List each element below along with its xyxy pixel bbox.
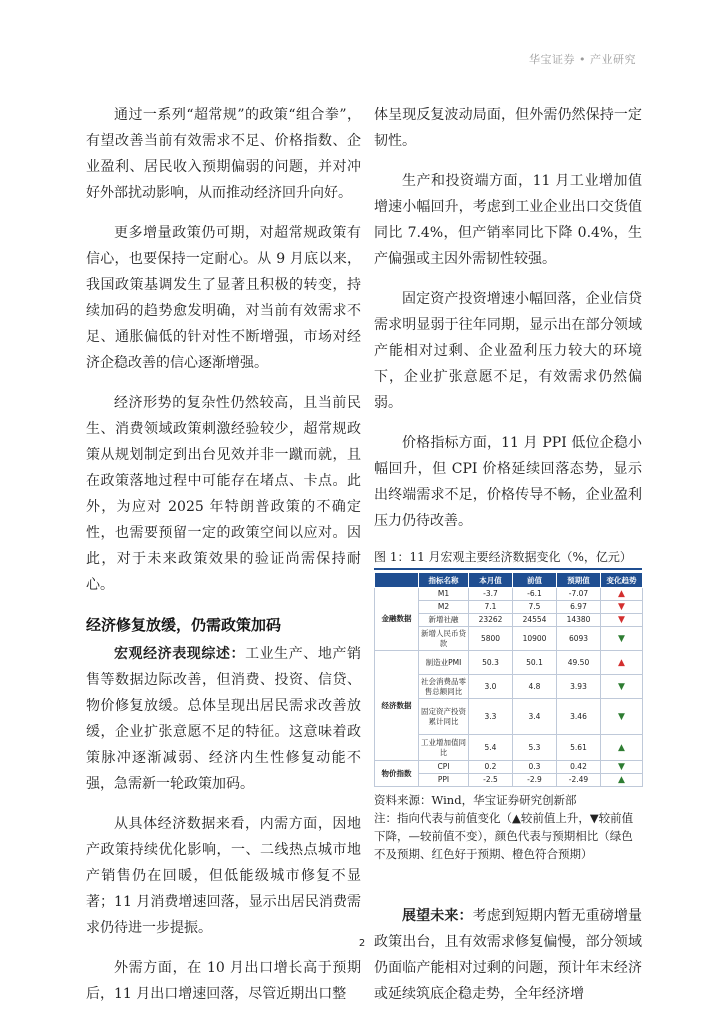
- table-header-cell: 指标名称: [419, 573, 469, 588]
- table-header-row: [375, 573, 643, 588]
- expected-value: 3.93: [557, 675, 601, 699]
- paragraph: 经济形势的复杂性仍然较高，且当前民生、消费领域政策刺激经验较少，超常规政策从规划制定到出台见效并非一蹴而就，且在政策落地过程中可能存在堵点、卡点。此外，为应对 2025 年特朗普政策的不确定性，也需要预留一定的政策空间以应对。因此，对于未来政策效果的验证尚需保持耐心。: [86, 395, 361, 593]
- current-value: 7.1: [469, 601, 513, 614]
- paragraph: [374, 903, 642, 1007]
- paragraph: 体呈现反复波动局面，但外需仍然保持一定韧性。: [374, 107, 642, 149]
- trend-arrow-icon: ▼: [601, 675, 643, 699]
- group-label: 金融数据: [375, 588, 419, 651]
- table-header-cell: 前值: [513, 573, 557, 588]
- paragraph: 外需方面，在 10 月出口增长高于预期后，11 月出口增速回落，尽管近期出口整: [86, 960, 361, 1002]
- trend-arrow-icon: ▲: [601, 588, 643, 601]
- table-header-cell: 预期值: [557, 573, 601, 588]
- paragraph: 价格指标方面，11 月 PPI 低位企稳小幅回升，但 CPI 价格延续回落态势，显示出终端需求不足，价格传导不畅，企业盈利压力仍待改善。: [374, 435, 642, 529]
- indicator-name: 制造业PMI: [419, 651, 469, 675]
- table-row: [375, 588, 643, 601]
- table-header-cell: [375, 573, 419, 588]
- indicator-name: 固定资产投资累计同比: [419, 699, 469, 735]
- current-value: 0.2: [469, 761, 513, 774]
- previous-value: 7.5: [513, 601, 557, 614]
- indicator-name: M1: [419, 588, 469, 601]
- paragraph: [86, 641, 361, 797]
- previous-value: 4.8: [513, 675, 557, 699]
- figure-note: 注：指向代表与前值变化（▲较前值上升，▼较前值下降，—较前值不变），颜色代表与预期相比（绿色不及预期、红色好于预期、橙色符合预期）: [374, 811, 634, 861]
- indicator-name: CPI: [419, 761, 469, 774]
- previous-value: 10900: [513, 627, 557, 651]
- page-number: 2: [358, 938, 366, 949]
- paragraph-lead: 展望未来：: [402, 908, 473, 924]
- right-column: [374, 102, 642, 1021]
- previous-value: 5.3: [513, 735, 557, 761]
- table-row: [375, 651, 643, 675]
- paragraph: 生产和投资端方面，11 月工业增加值增速小幅回升，考虑到工业企业出口交货值同比 7.4%，但产销率同比下降 0.4%，生产偏强或主因外需韧性较强。: [374, 173, 642, 267]
- expected-value: 14380: [557, 614, 601, 627]
- previous-value: -6.1: [513, 588, 557, 601]
- left-column: [86, 102, 361, 1021]
- indicator-name: 新增人民币贷款: [419, 627, 469, 651]
- trend-arrow-icon: ▼: [601, 627, 643, 651]
- figure-caption: 图 1：11 月宏观主要经济数据变化（%，亿元）: [374, 548, 642, 570]
- current-value: 23262: [469, 614, 513, 627]
- indicator-name: 社会消费品零售总额同比: [419, 675, 469, 699]
- paragraph: 固定资产投资增速小幅回落，企业信贷需求明显弱于往年同期，显示出在部分领域产能相对过剩、企业盈利压力较大的环境下，企业扩张意愿不足，有效需求仍然偏弱。: [374, 291, 642, 411]
- previous-value: 0.3: [513, 761, 557, 774]
- report-header: 华宝证券 • 产业研究: [529, 53, 636, 66]
- indicator-name: PPI: [419, 774, 469, 787]
- expected-value: -7.07: [557, 588, 601, 601]
- expected-value: 3.46: [557, 699, 601, 735]
- previous-value: 3.4: [513, 699, 557, 735]
- group-label: 物价指数: [375, 761, 419, 787]
- trend-arrow-icon: ▼: [601, 614, 643, 627]
- indicator-name: 新增社融: [419, 614, 469, 627]
- trend-arrow-icon: ▼: [601, 699, 643, 735]
- previous-value: -2.9: [513, 774, 557, 787]
- trend-arrow-icon: ▲: [601, 735, 643, 761]
- current-value: 50.3: [469, 651, 513, 675]
- macro-data-table: [374, 572, 643, 787]
- paragraph: 从具体经济数据来看，内需方面，因地产政策持续优化影响，一、二线热点城市地产销售仍在回暖，但低能级城市修复不显著；11 月消费增速回落，显示出居民消费需求仍待进一步提振。: [86, 816, 361, 936]
- expected-value: -2.49: [557, 774, 601, 787]
- trend-arrow-icon: ▲: [601, 774, 643, 787]
- trend-arrow-icon: ▼: [601, 601, 643, 614]
- paragraph: 更多增量政策仍可期，对超常规政策有信心，也要保持一定耐心。从 9 月底以来，我国政策基调发生了显著且积极的转变，持续加码的趋势愈发明确，对当前有效需求不足、通胀偏低的针对性不断增强，市场对经济企稳改善的信心逐渐增强。: [86, 225, 361, 371]
- paragraph: 通过一系列“超常规”的政策“组合拳”，有望改善当前有效需求不足、价格指数、企业盈利、居民收入预期偏弱的问题，并对冲好外部扰动影响，从而推动经济回升向好。: [86, 107, 361, 201]
- current-value: -3.7: [469, 588, 513, 601]
- expected-value: 6093: [557, 627, 601, 651]
- current-value: -2.5: [469, 774, 513, 787]
- expected-value: 49.50: [557, 651, 601, 675]
- current-value: 3.3: [469, 699, 513, 735]
- previous-value: 50.1: [513, 651, 557, 675]
- current-value: 3.0: [469, 675, 513, 699]
- table-header-cell: 本月值: [469, 573, 513, 588]
- previous-value: 24554: [513, 614, 557, 627]
- current-value: 5800: [469, 627, 513, 651]
- expected-value: 0.42: [557, 761, 601, 774]
- trend-arrow-icon: ▼: [601, 761, 643, 774]
- paragraph-body: 考虑到短期内暂无重磅增量政策出台，且有效需求修复偏慢，部分领域仍面临产能相对过剩的问题，预计年末经济或延续筑底企稳走势，全年经济增: [374, 908, 642, 1002]
- section-title: 经济修复放缓，仍需政策加码: [86, 616, 282, 634]
- trend-arrow-icon: ▲: [601, 651, 643, 675]
- current-value: 5.4: [469, 735, 513, 761]
- paragraph-body: 工业生产、地产销售等数据边际改善，但消费、投资、信贷、物价修复放缓。总体呈现出居民需求改善放缓，企业扩张意愿不足的特征。这意味着政策脉冲逐渐减弱、经济内生性修复动能不强，急需新一轮政策加码。: [86, 646, 361, 792]
- expected-value: 5.61: [557, 735, 601, 761]
- indicator-name: 工业增加值同比: [419, 735, 469, 761]
- group-label: 经济数据: [375, 651, 419, 761]
- indicator-name: M2: [419, 601, 469, 614]
- table-row: [375, 761, 643, 774]
- figure-source: 资料来源：Wind，华宝证券研究创新部: [374, 793, 577, 807]
- table-header-cell: 变化趋势: [601, 573, 643, 588]
- expected-value: 6.97: [557, 601, 601, 614]
- paragraph-lead: 宏观经济表现综述：: [114, 646, 246, 662]
